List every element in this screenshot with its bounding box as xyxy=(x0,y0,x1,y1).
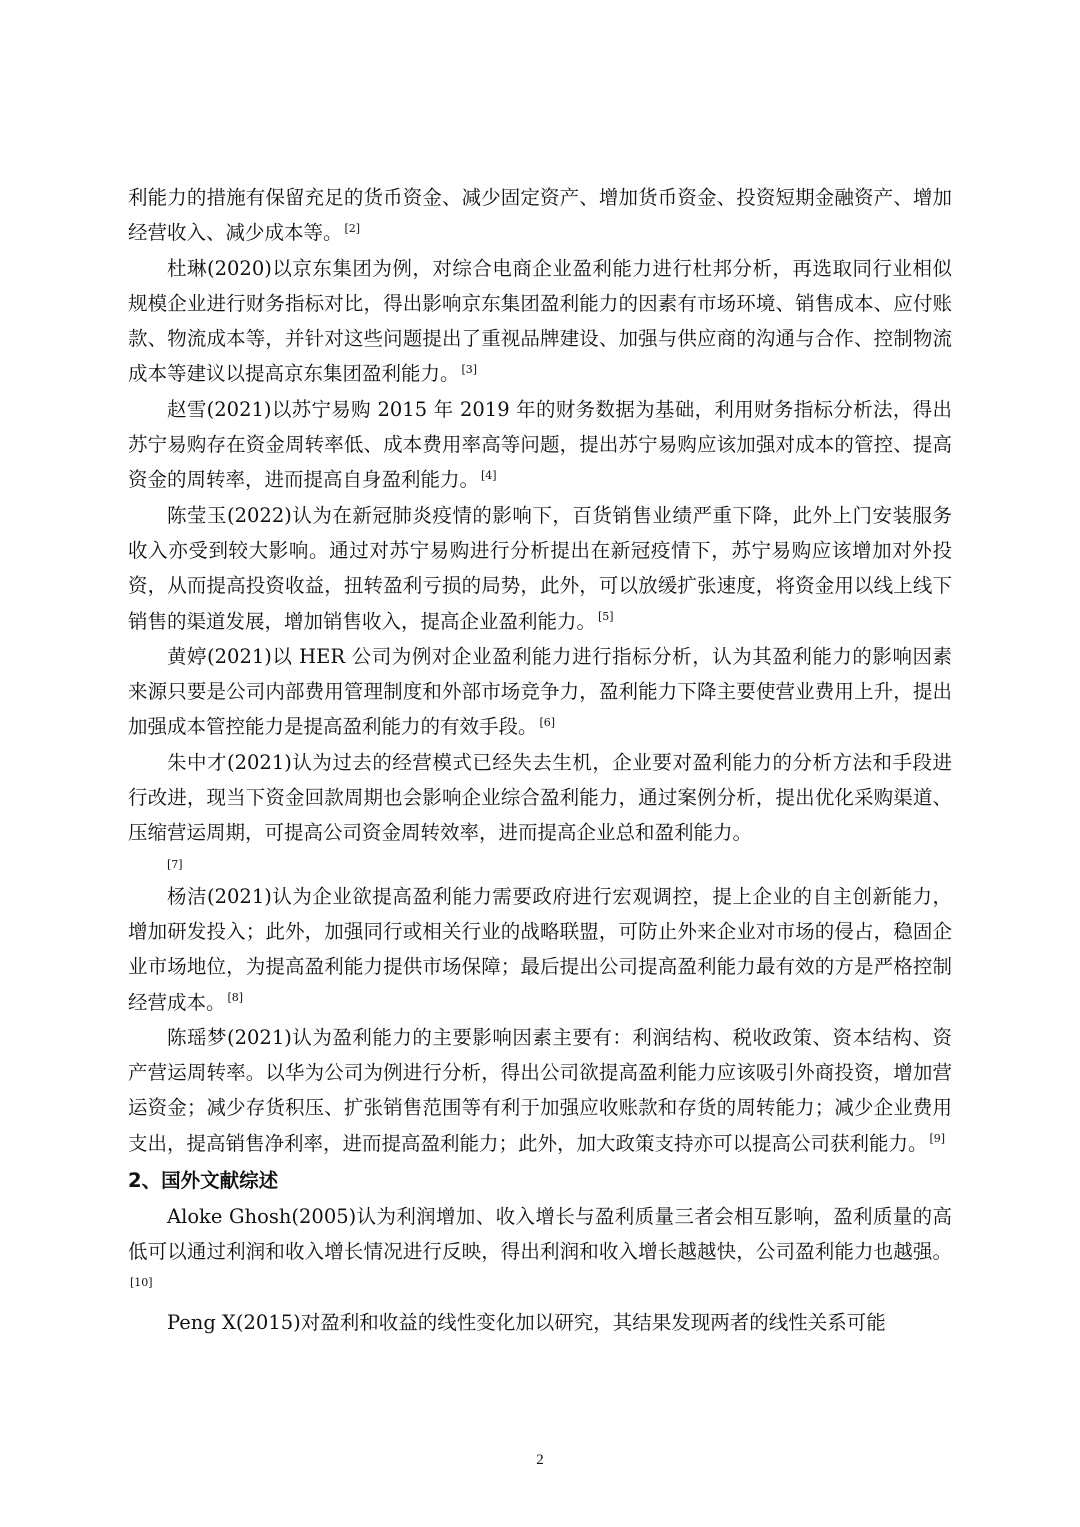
citation-ref: [9] xyxy=(929,1132,946,1146)
citation-ref: [2] xyxy=(344,221,361,235)
paragraph-text: Peng X(2015)对盈利和收益的线性变化加以研究，其结果发现两者的线性关系可能 xyxy=(167,1310,886,1334)
paragraph xyxy=(128,392,952,498)
paragraph-text: 利能力的措施有保留充足的货币资金、减少固定资产、增加货币资金、投资短期金融资产、增加经营收入、减少成本等。 xyxy=(128,186,952,245)
paragraph-text: 朱中才(2021)认为过去的经营模式已经失去生机，企业要对盈利能力的分析方法和手段进行改进，现当下资金回款周期也会影响企业综合盈利能力，通过案例分析，提出优化采购渠道、压缩营运周期，可提高公司资金周转效率，进而提高企业总和盈利能力。 xyxy=(128,750,952,845)
paragraph xyxy=(128,180,952,251)
body-text xyxy=(128,180,952,1340)
paragraph xyxy=(128,639,952,745)
paragraph xyxy=(128,251,952,392)
paragraph-text: 赵雪(2021)以苏宁易购 2015 年 2019 年的财务数据为基础，利用财务指标分析法，得出苏宁易购存在资金周转率低、成本费用率高等问题，提出苏宁易购应该加强对成本的管控、提高资金的周转率，进而提高自身盈利能力。 xyxy=(128,397,952,492)
paragraph-text: 黄婷(2021)以 HER 公司为例对企业盈利能力进行指标分析，认为其盈利能力的影响因素来源只要是公司内部费用管理制度和外部市场竞争力，盈利能力下降主要使营业费用上升，提出加强成本管控能力是提高盈利能力的有效手段。 xyxy=(128,644,952,739)
paragraph-text: 杨洁(2021)认为企业欲提高盈利能力需要政府进行宏观调控，提上企业的自主创新能力，增加研发投入；此外，加强同行或相关行业的战略联盟，可防止外来企业对市场的侵占，稳固企业市场地位，为提高盈利能力提供市场保障；最后提出公司提高盈利能力最有效的方是严格控制经营成本。 xyxy=(128,884,952,1014)
citation-ref: [7] xyxy=(167,857,183,871)
paragraph xyxy=(128,1199,952,1305)
paragraph xyxy=(128,745,952,879)
citation-ref: [6] xyxy=(539,715,556,729)
paragraph-text: 陈莹玉(2022)认为在新冠肺炎疫情的影响下，百货销售业绩严重下降，此外上门安装服务收入亦受到较大影响。通过对苏宁易购进行分析提出在新冠疫情下，苏宁易购应该增加对外投资，从而提高投资收益，扭转盈利亏损的局势，此外，可以放缓扩张速度，将资金用以线上线下销售的渠道发展，增加销售收入，提高企业盈利能力。 xyxy=(128,503,952,633)
paragraph-text: 杜琳(2020)以京东集团为例，对综合电商企业盈利能力进行杜邦分析，再选取同行业相似规模企业进行财务指标对比，得出影响京东集团盈利能力的因素有市场环境、销售成本、应付账款、物流成本等，并针对这些问题提出了重视品牌建设、加强与供应商的沟通与合作、控制物流成本等建议以提高京东集团盈利能力。 xyxy=(128,256,952,386)
section-heading: 2、国外文献综述 xyxy=(128,1169,279,1193)
paragraph xyxy=(128,498,952,639)
paragraph xyxy=(128,879,952,1020)
citation-ref: [5] xyxy=(598,610,614,624)
citation-ref: [4] xyxy=(481,468,497,482)
paragraph xyxy=(128,1020,952,1161)
citation-ref: [3] xyxy=(461,362,478,376)
paragraph-text: Aloke Ghosh(2005)认为利润增加、收入增长与盈利质量三者会相互影响，盈利质量的高低可以通过利润和收入增长情况进行反映，得出利润和收入增长越越快，公司盈利能力也越强。 xyxy=(128,1205,952,1264)
page-number: 2 xyxy=(536,1452,544,1468)
paragraph-text: 陈瑶梦(2021)认为盈利能力的主要影响因素主要有：利润结构、税收政策、资本结构、资产营运周转率。以华为公司为例进行分析，得出公司欲提高盈利能力应该吸引外商投资，增加营运资金；减少存货积压、扩张销售范围等有利于加强应收账款和存货的周转能力；减少企业费用支出，提高销售净利率，进而提高盈利能力；此外，加大政策支持亦可以提高公司获利能力。 xyxy=(128,1025,952,1155)
paragraph xyxy=(128,1305,952,1340)
citation-ref: [8] xyxy=(227,991,244,1005)
citation-ref: [10] xyxy=(130,1276,153,1290)
